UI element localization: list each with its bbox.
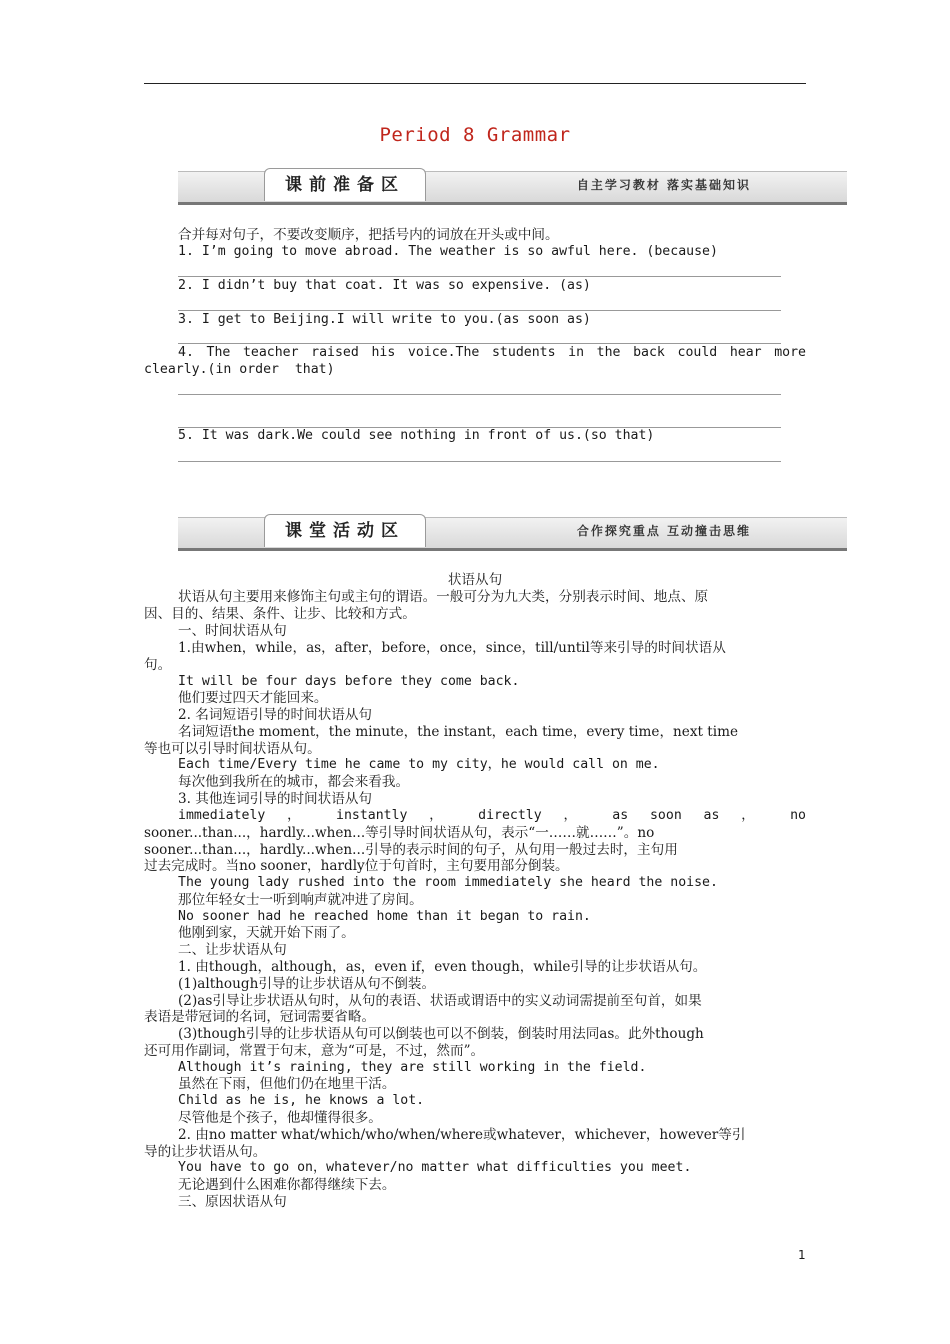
example-en: You have to go on，whatever/no matter what difficulties you meet.: [178, 1160, 692, 1175]
intro-line-1: 状语从句主要用来修饰主句或主句的谓语。一般可分为九大类，分别表示时间、地点、原: [178, 589, 709, 605]
example-en: Child as he is, he knows a lot.: [178, 1093, 425, 1108]
section-banner-preparation: [178, 168, 847, 206]
banner-tagline: 合作探究重点 互动撞击思维: [576, 524, 751, 538]
answer-line-2[interactable]: [178, 310, 781, 311]
answer-line-3[interactable]: [178, 343, 781, 344]
example-zh: 尽管他是个孩子，他却懂得很多。: [178, 1110, 382, 1126]
example-en: No sooner had he reached home than it began to rain.: [178, 909, 591, 924]
question-3: 3. I get to Beijing.I will write to you.(as soon as): [178, 312, 591, 327]
paragraph-line: (2)as引导让步状语从句时，从句的表语、状语或谓语中的实义动词需提前至句首，如果: [178, 993, 702, 1009]
banner-label: 课堂活动区: [264, 514, 426, 547]
paragraph-line: immediately ， instantly ， directly ， as soon as ， no: [178, 808, 806, 823]
question-2: 2. I didn’t buy that coat. It was so expensive. (as): [178, 278, 591, 293]
example-en: Although it’s raining, they are still working in the field.: [178, 1060, 647, 1075]
example-en: It will be four days before they come back.: [178, 674, 520, 689]
section-heading-concession: 二、让步状语从句: [178, 942, 287, 958]
example-zh: 那位年轻女士一听到响声就冲进了房间。: [178, 892, 423, 908]
paragraph-line: 还可用作副词，常置于句末，意为“可是，不过，然而”。: [144, 1043, 485, 1059]
subheading: 3. 其他连词引导的时间状语从句: [178, 791, 373, 807]
page-title: Period 8 Grammar: [379, 124, 571, 146]
example-zh: 无论遇到什么困难你都得继续下去。: [178, 1177, 396, 1193]
banner-tagline: 自主学习教材 落实基础知识: [576, 178, 751, 192]
question-4-line-1: 4. The teacher raised his voice.The students in the back could hear more: [178, 345, 806, 360]
paragraph-line: 句。: [144, 657, 172, 673]
paragraph-line: sooner...than...，hardly...when...引导的表示时间的句子，从句用一般过去时，主句用: [144, 842, 678, 858]
example-en: The young lady rushed into the room immediately she heard the noise.: [178, 875, 718, 890]
page-number: 1: [798, 1248, 806, 1262]
section-banner-classroom: [178, 514, 847, 552]
question-1: 1. I’m going to move abroad. The weather is so awful here. (because): [178, 244, 718, 259]
example-en: Each time/Every time he came to my city，he would call on me.: [178, 757, 660, 772]
paragraph-line: (1)although引导的让步状语从句不倒装。: [178, 976, 436, 992]
paragraph-line: 表语是带冠词的名词，冠词需要省略。: [144, 1009, 376, 1025]
section-heading-time: 一、时间状语从句: [178, 623, 287, 639]
subheading: 2. 名词短语引导的时间状语从句: [178, 707, 373, 723]
banner-label: 课前准备区: [264, 168, 426, 201]
example-zh: 他刚到家，天就开始下雨了。: [178, 925, 355, 941]
question-4-line-2: clearly.(in order that): [144, 362, 335, 377]
paragraph-line: sooner...than...，hardly...when...等引导时间状语从句，表示“一……就……”。no: [144, 825, 655, 841]
paragraph-line: 导的让步状语从句。: [144, 1144, 267, 1160]
paragraph-line: 1. 由though，although，as，even if，even though，while引导的让步状语从句。: [178, 959, 707, 975]
example-zh: 每次他到我所在的城市，都会来看我。: [178, 774, 410, 790]
answer-line-4a[interactable]: [178, 394, 781, 395]
paragraph-line: 名词短语the moment，the minute，the instant，each time，every time，next time: [178, 724, 739, 740]
paragraph-line: 1.由when，while，as，after，before，once，since，till/until等来引导的时间状语从: [178, 640, 726, 656]
example-zh: 虽然在下雨，但他们仍在地里干活。: [178, 1076, 396, 1092]
paragraph-line: 2. 由no matter what/which/who/when/where或whatever，whichever，however等引: [178, 1127, 746, 1143]
paragraph-line: (3)though引导的让步状语从句可以倒装也可以不倒装，倒装时用法同as。此外though: [178, 1026, 704, 1042]
grammar-heading: 状语从句: [447, 572, 503, 588]
paragraph-line: 过去完成时。当no sooner，hardly位于句首时，主句要用部分倒装。: [144, 858, 569, 874]
answer-line-5[interactable]: [178, 461, 781, 462]
header-rule: [144, 83, 806, 84]
intro-line-2: 因、目的、结果、条件、让步、比较和方式。: [144, 606, 416, 622]
paragraph-line: 等也可以引导时间状语从句。: [144, 741, 321, 757]
example-zh: 他们要过四天才能回来。: [178, 690, 328, 706]
question-5: 5. It was dark.We could see nothing in front of us.(so that): [178, 428, 655, 443]
answer-line-1[interactable]: [178, 276, 781, 277]
section-heading-cause: 三、原因状语从句: [178, 1194, 287, 1210]
exercise-instruction: 合并每对句子，不要改变顺序，把括号内的词放在开头或中间。: [178, 227, 559, 243]
